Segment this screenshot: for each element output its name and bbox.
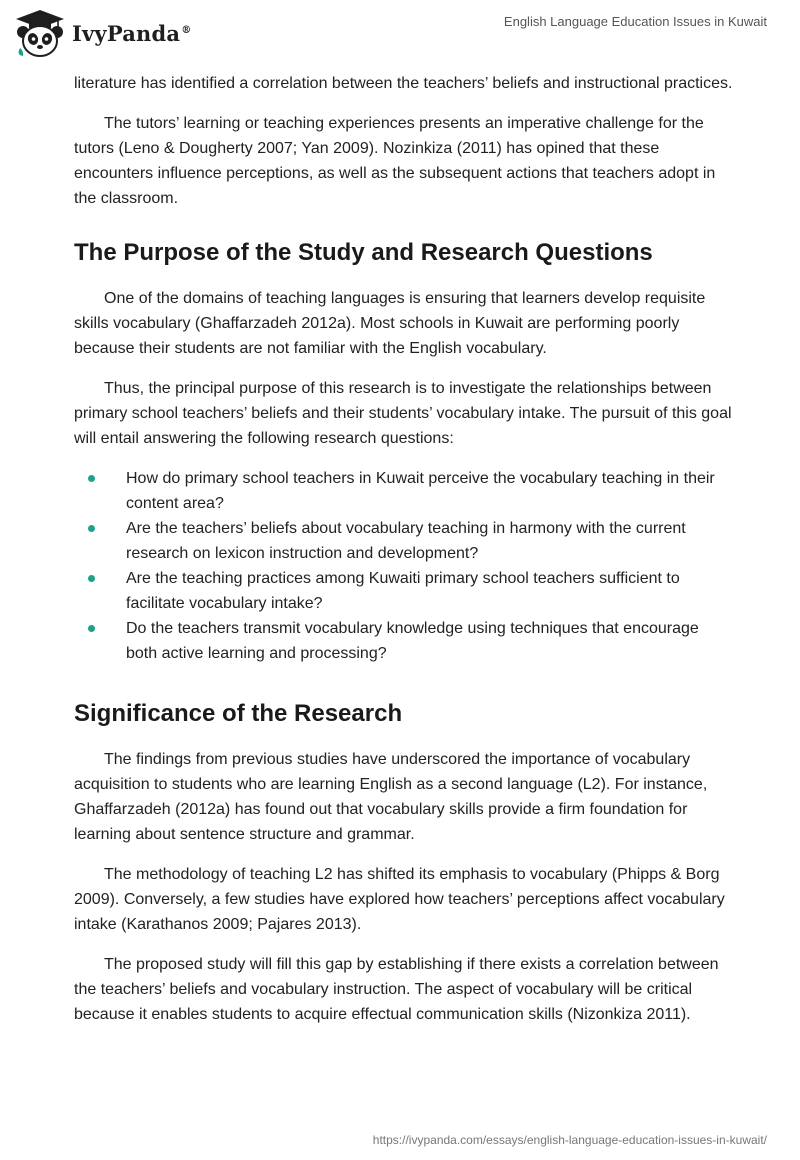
purpose-paragraph-1: One of the domains of teaching languages is ensuring that learners develop requisite skills vocabulary (Ghaffarzadeh 2012a). Most schools in Kuwait are performing poorly because their students are not familiar with the English vocabulary.	[74, 290, 706, 357]
significance-paragraph-1: The findings from previous studies have underscored the importance of vocabulary acquisition to students who are learning English as a second language (L2). For instance, Ghaffarzadeh (2012a) has found out that vocabulary skills provide a firm foundation for learning about sentence structure and grammar.	[74, 751, 708, 843]
question-text: Are the teachers’ beliefs about vocabulary teaching in harmony with the current research on lexicon instruction and development?	[126, 520, 686, 562]
bullet-icon	[88, 475, 95, 482]
brand-name: IvyPanda®	[72, 20, 192, 46]
source-url-link[interactable]: https://ivypanda.com/essays/english-language-education-issues-in-kuwait/	[372, 1133, 767, 1147]
intro-paragraph-2: The tutors’ learning or teaching experiences presents an imperative challenge for the tutors (Leno & Dougherty 2007; Yan 2009). Nozinkiza (2011) has opined that these encounters influence perceptions, as well as the subsequent actions that teachers adopt in the classroom.	[74, 115, 716, 207]
question-text: How do primary school teachers in Kuwait perceive the vocabulary teaching in their content area?	[126, 470, 715, 512]
research-questions-list	[74, 466, 734, 666]
significance-heading: Significance of the Research	[74, 700, 403, 727]
page-header	[0, 0, 800, 70]
essay-body	[74, 71, 734, 1042]
bullet-icon	[88, 575, 95, 582]
significance-paragraph-3: The proposed study will fill this gap by establishing if there exists a correlation between the teachers’ beliefs and vocabulary instruction. The aspect of vocabulary will be critical because it enables students to acquire effectual communication skills (Nizonkiza 2011).	[74, 956, 719, 1023]
significance-paragraph-2: The methodology of teaching L2 has shifted its emphasis to vocabulary (Phipps & Borg 2009). Conversely, a few studies have explored how teachers’ perceptions affect vocabulary intake (Karathanos 2009; Pajares 2013).	[74, 866, 725, 933]
intro-paragraph-1: literature has identified a correlation between the teachers’ beliefs and instructional practices.	[74, 75, 733, 92]
purpose-heading: The Purpose of the Study and Research Questions	[74, 239, 653, 266]
registered-mark: ®	[181, 24, 192, 36]
list-item	[74, 566, 734, 616]
panda-graduate-icon	[14, 8, 66, 58]
document-title: English Language Education Issues in Kuwait	[503, 14, 767, 29]
ivypanda-logo[interactable]	[14, 8, 191, 58]
list-item	[74, 616, 734, 666]
purpose-paragraph-2: Thus, the principal purpose of this research is to investigate the relationships between primary school teachers’ beliefs and their students’ vocabulary intake. The pursuit of this goal will entail answering the following research questions:	[74, 380, 732, 447]
list-item	[74, 516, 734, 566]
bullet-icon	[88, 525, 95, 532]
bullet-icon	[88, 625, 95, 632]
question-text: Do the teachers transmit vocabulary knowledge using techniques that encourage both active learning and processing?	[126, 620, 699, 662]
question-text: Are the teaching practices among Kuwaiti primary school teachers sufficient to facilitate vocabulary intake?	[126, 570, 680, 612]
list-item	[74, 466, 734, 516]
